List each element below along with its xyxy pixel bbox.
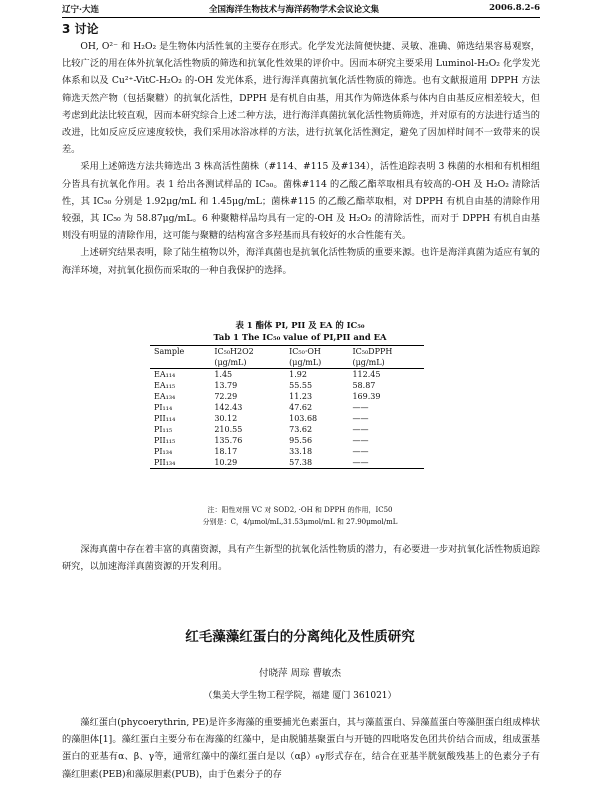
cell: PII₁₁₄: [154, 414, 176, 423]
col-header-sample: Sample: [150, 346, 210, 358]
col-header-oh: IC₅₀·OH: [285, 346, 348, 358]
cell: 30.12: [214, 414, 238, 423]
cell: ——: [352, 425, 369, 434]
cell: ——: [352, 436, 369, 445]
table-caption-en: Tab 1 The IC₅₀ value of PI,PII and EA: [213, 332, 387, 342]
table-row: [150, 435, 424, 446]
article-title: 红毛藻藻红蛋白的分离纯化及性质研究: [185, 629, 415, 645]
cell: 1.92: [289, 370, 307, 379]
cell: 13.79: [214, 381, 238, 390]
closing-text: [62, 541, 540, 575]
cell: 11.23: [289, 392, 313, 401]
header-date: 2006.8.2-6: [489, 3, 540, 13]
cell: 135.76: [214, 436, 243, 445]
cell: ——: [352, 414, 369, 423]
cell: PI₁₁₅: [154, 425, 173, 434]
cell: PI₁₁₄: [154, 403, 173, 412]
cell: 73.62: [289, 425, 313, 434]
cell: 95.56: [289, 436, 313, 445]
cell: ——: [352, 403, 369, 412]
cell: 210.55: [214, 425, 243, 434]
cell: ——: [348, 457, 424, 469]
cell: 169.39: [352, 392, 381, 401]
cell: 72.29: [214, 392, 238, 401]
table-row: [150, 446, 424, 457]
cell: 1.45: [214, 370, 233, 379]
table-units-row: [150, 357, 424, 369]
cell: PII₁₁₅: [154, 436, 176, 445]
table-row: [150, 402, 424, 413]
cell: 58.87: [352, 381, 376, 390]
cell: EA₁₁₄: [154, 370, 176, 379]
table-row: [150, 413, 424, 424]
header-proceedings-title: 全国海洋生物技术与海洋药物学术会议论文集: [209, 5, 380, 15]
cell: PI₁₃₄: [154, 447, 173, 456]
table-row: [150, 369, 424, 381]
cell: EA₁₃₄: [154, 392, 176, 401]
cell: PII₁₃₄: [150, 457, 210, 469]
cell: EA₁₁₅: [154, 381, 176, 390]
cell: 112.45: [352, 370, 381, 379]
cell: 142.43: [214, 403, 243, 412]
col-header-h2o2: IC₅₀H2O2: [210, 346, 285, 358]
ic50-table: [150, 345, 424, 469]
cell: 47.62: [289, 403, 313, 412]
table-note-2: 分别是：C，4/μmol/mL,31.53μmol/mL 和 27.90μmol/mL: [202, 518, 398, 526]
header-location: 辽宁·大连: [62, 5, 99, 15]
unit-h2o2: (μg/mL): [210, 357, 285, 369]
section-heading: 3 讨论: [62, 22, 99, 36]
table-caption-cn: 表 1 酯体 PI, PII 及 EA 的 IC₅₀: [235, 320, 365, 330]
unit-dpph: (μg/mL): [348, 357, 424, 369]
header-rule: [62, 17, 540, 18]
table-row: [150, 424, 424, 435]
article-affiliation: （集美大学生物工程学院，福建 厦门 361021）: [203, 691, 397, 701]
article-intro-text: [62, 714, 540, 783]
table-row: [150, 391, 424, 402]
unit-oh: (μg/mL): [285, 357, 348, 369]
cell: ——: [352, 447, 369, 456]
unit-sample: [150, 357, 210, 369]
table-header-row: [150, 346, 424, 358]
discussion-paragraph-2: 采用上述筛选方法共筛选出 3 株高活性菌株（#114、#115 及#134），活性追踪表明 3 株菌的水相和有机相组分皆具有抗氧化作用。表 1 给出各测试样品的 IC₅₀。菌株#114 的乙酸乙酯萃取相具有较高的-OH 及 H₂O₂ 清除活性，其 IC₅₀ 分别是 1.92μg/mL 和 1.45μg/mL；菌株#115 的乙酸乙酯萃取相，对 DPPH 有机自由基的清除作用较强，其 IC₅₀ 为 58.87μg/mL。6 种聚糖样品均具有一定的-OH 及 H₂O₂ 的清除活性，而对于 DPPH 有机自由基则没有明显的清除作用，这可能与聚糖的结构富含多羟基而具有较好的水合性能有关。: [62, 161, 540, 242]
cell: 10.29: [210, 457, 285, 469]
closing-paragraph: 深海真菌中存在着丰富的真菌资源，具有产生新型的抗氧化活性物质的潜力，有必要进一步对抗氧化活性物质追踪研究，以加速海洋真菌资源的开发利用。: [62, 544, 540, 573]
cell: 55.55: [289, 381, 313, 390]
running-header: [62, 3, 540, 16]
table-row: [150, 380, 424, 391]
cell: 103.68: [289, 414, 318, 423]
cell: 57.38: [285, 457, 348, 469]
cell: 33.18: [289, 447, 313, 456]
cell: 18.17: [214, 447, 238, 456]
article-intro-paragraph: 藻红蛋白(phycoerythrin, PE)是许多海藻的重要捕光色素蛋白，其与藻蓝蛋白、异藻蓝蛋白等藻胆蛋白组成棒状的藻胆体[1]。藻红蛋白主要分布在海藻的红藻中，是由脱脯基聚蛋白与开链的四吡咯发色团共价结合而成，组成蛋基蛋白的亚基有α、β、γ等，通常红藻中的藻红蛋白是以（αβ）₆γ形式存在，结合在亚基半胱氨酸残基上的色素分子有藻红胆素(PEB)和藻尿胆素(PUB)，由于色素分子的存: [62, 717, 540, 780]
discussion-text: [62, 38, 540, 279]
col-header-dpph: IC₅₀DPPH: [348, 346, 424, 358]
discussion-paragraph-1: OH, O²⁻ 和 H₂O₂ 是生物体内活性氧的主要存在形式。化学发光法简便快捷、灵敏、准确、筛选结果容易观察，比较广泛的用在体外抗氧化活性物质的筛选和抗氧化性效果的评价中。因而本研究主要采用 Luminol-H₂O₂ 化学发光体系和以及 Cu²⁺-VitC-H₂O₂ 的-OH 发光体系，进行海洋真菌抗氧化活性物质的筛选。也有文献报道用 DPPH 方法筛选天然产物（包括聚糖）的抗氧化活性，DPPH 是有机自由基，用其作为筛选体系与体内自由基反应相差较大，但考虑到此法比较直观，因而本研究综合上述二种方法，进行海洋真菌抗氧化活性物质筛选，并对原有的方法进行适当的改进，比如反应反应速度较快，我们采用冰浴冰样的方法，进行抗氧化活性测定，避免了因加样时间不一致带来的误差。: [62, 41, 540, 156]
table-note-1: 注：阳性对照 VC 对 SOD2, ·OH 和 DPPH 的作用，IC50: [207, 506, 393, 514]
table-row: [150, 457, 424, 469]
discussion-paragraph-3: 上述研究结果表明，除了陆生植物以外，海洋真菌也是抗氧化活性物质的重要来源。也许是海洋真菌为适应有氧的海洋环境，对抗氧化损伤而采取的一种自我保护的选择。: [62, 247, 540, 276]
article-authors: 付晓萍 周琮 曹敏杰: [258, 668, 342, 679]
